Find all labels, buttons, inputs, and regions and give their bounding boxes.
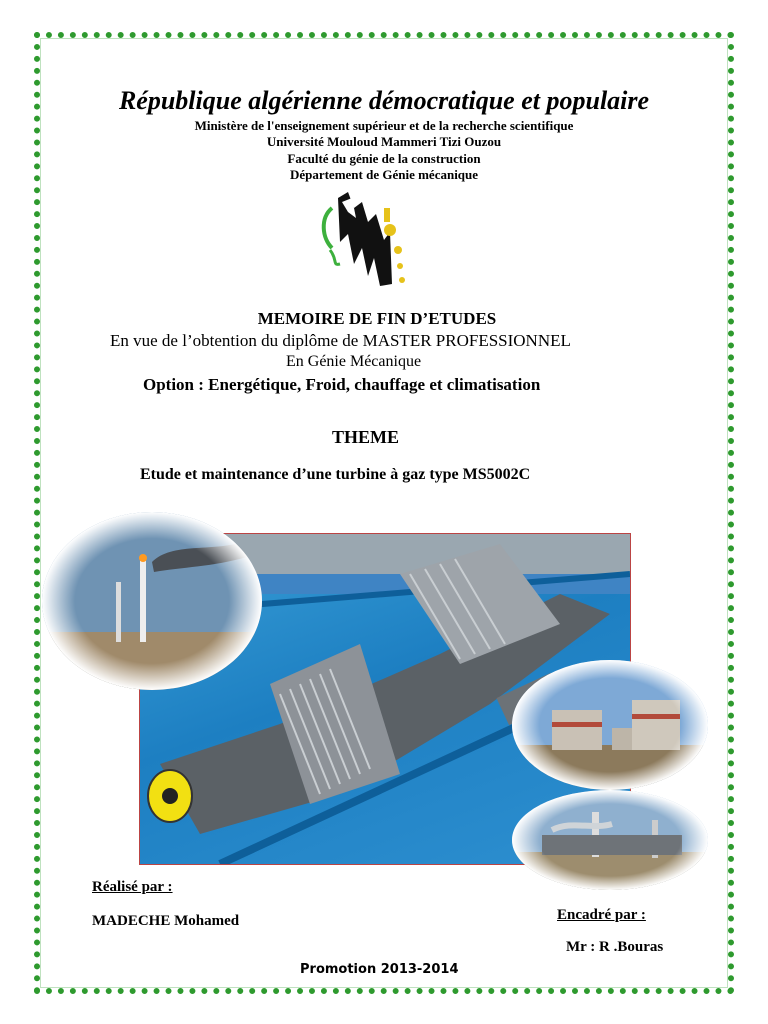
author-label: Réalisé par : xyxy=(92,879,173,895)
university-line: Université Mouloud Mammeri Tizi Ouzou xyxy=(266,134,502,149)
supervisor-label: Encadré par : xyxy=(557,907,646,923)
faculty-line: Faculté du génie de la construction xyxy=(287,151,481,166)
thesis-type: MEMOIRE DE FIN D’ETUDES xyxy=(257,309,497,328)
university-logo xyxy=(318,188,414,292)
thesis-purpose: En vue de l’obtention du diplôme de MASTER PROFESSIONNEL xyxy=(110,331,571,350)
supervisor-name: Mr : R .Bouras xyxy=(566,939,664,955)
republic-title: République algérienne démocratique et populaire xyxy=(118,86,650,115)
storage-tanks-photo xyxy=(512,660,708,790)
department-line: Département de Génie mécanique xyxy=(289,167,479,182)
ministry-line: Ministère de l'enseignement supérieur et de la recherche scientifique xyxy=(194,118,574,133)
theme-title: Etude et maintenance d’une turbine à gaz type MS5002C xyxy=(140,466,531,483)
thesis-option: Option : Energétique, Froid, chauffage et climatisation xyxy=(143,375,541,394)
promotion-year: Promotion 2013-2014 xyxy=(300,962,459,977)
theme-label: THEME xyxy=(332,427,400,447)
refinery-photo xyxy=(512,790,708,890)
author-name: MADECHE Mohamed xyxy=(92,913,240,929)
chimneys-photo xyxy=(42,512,262,690)
thesis-field: En Génie Mécanique xyxy=(286,353,422,370)
